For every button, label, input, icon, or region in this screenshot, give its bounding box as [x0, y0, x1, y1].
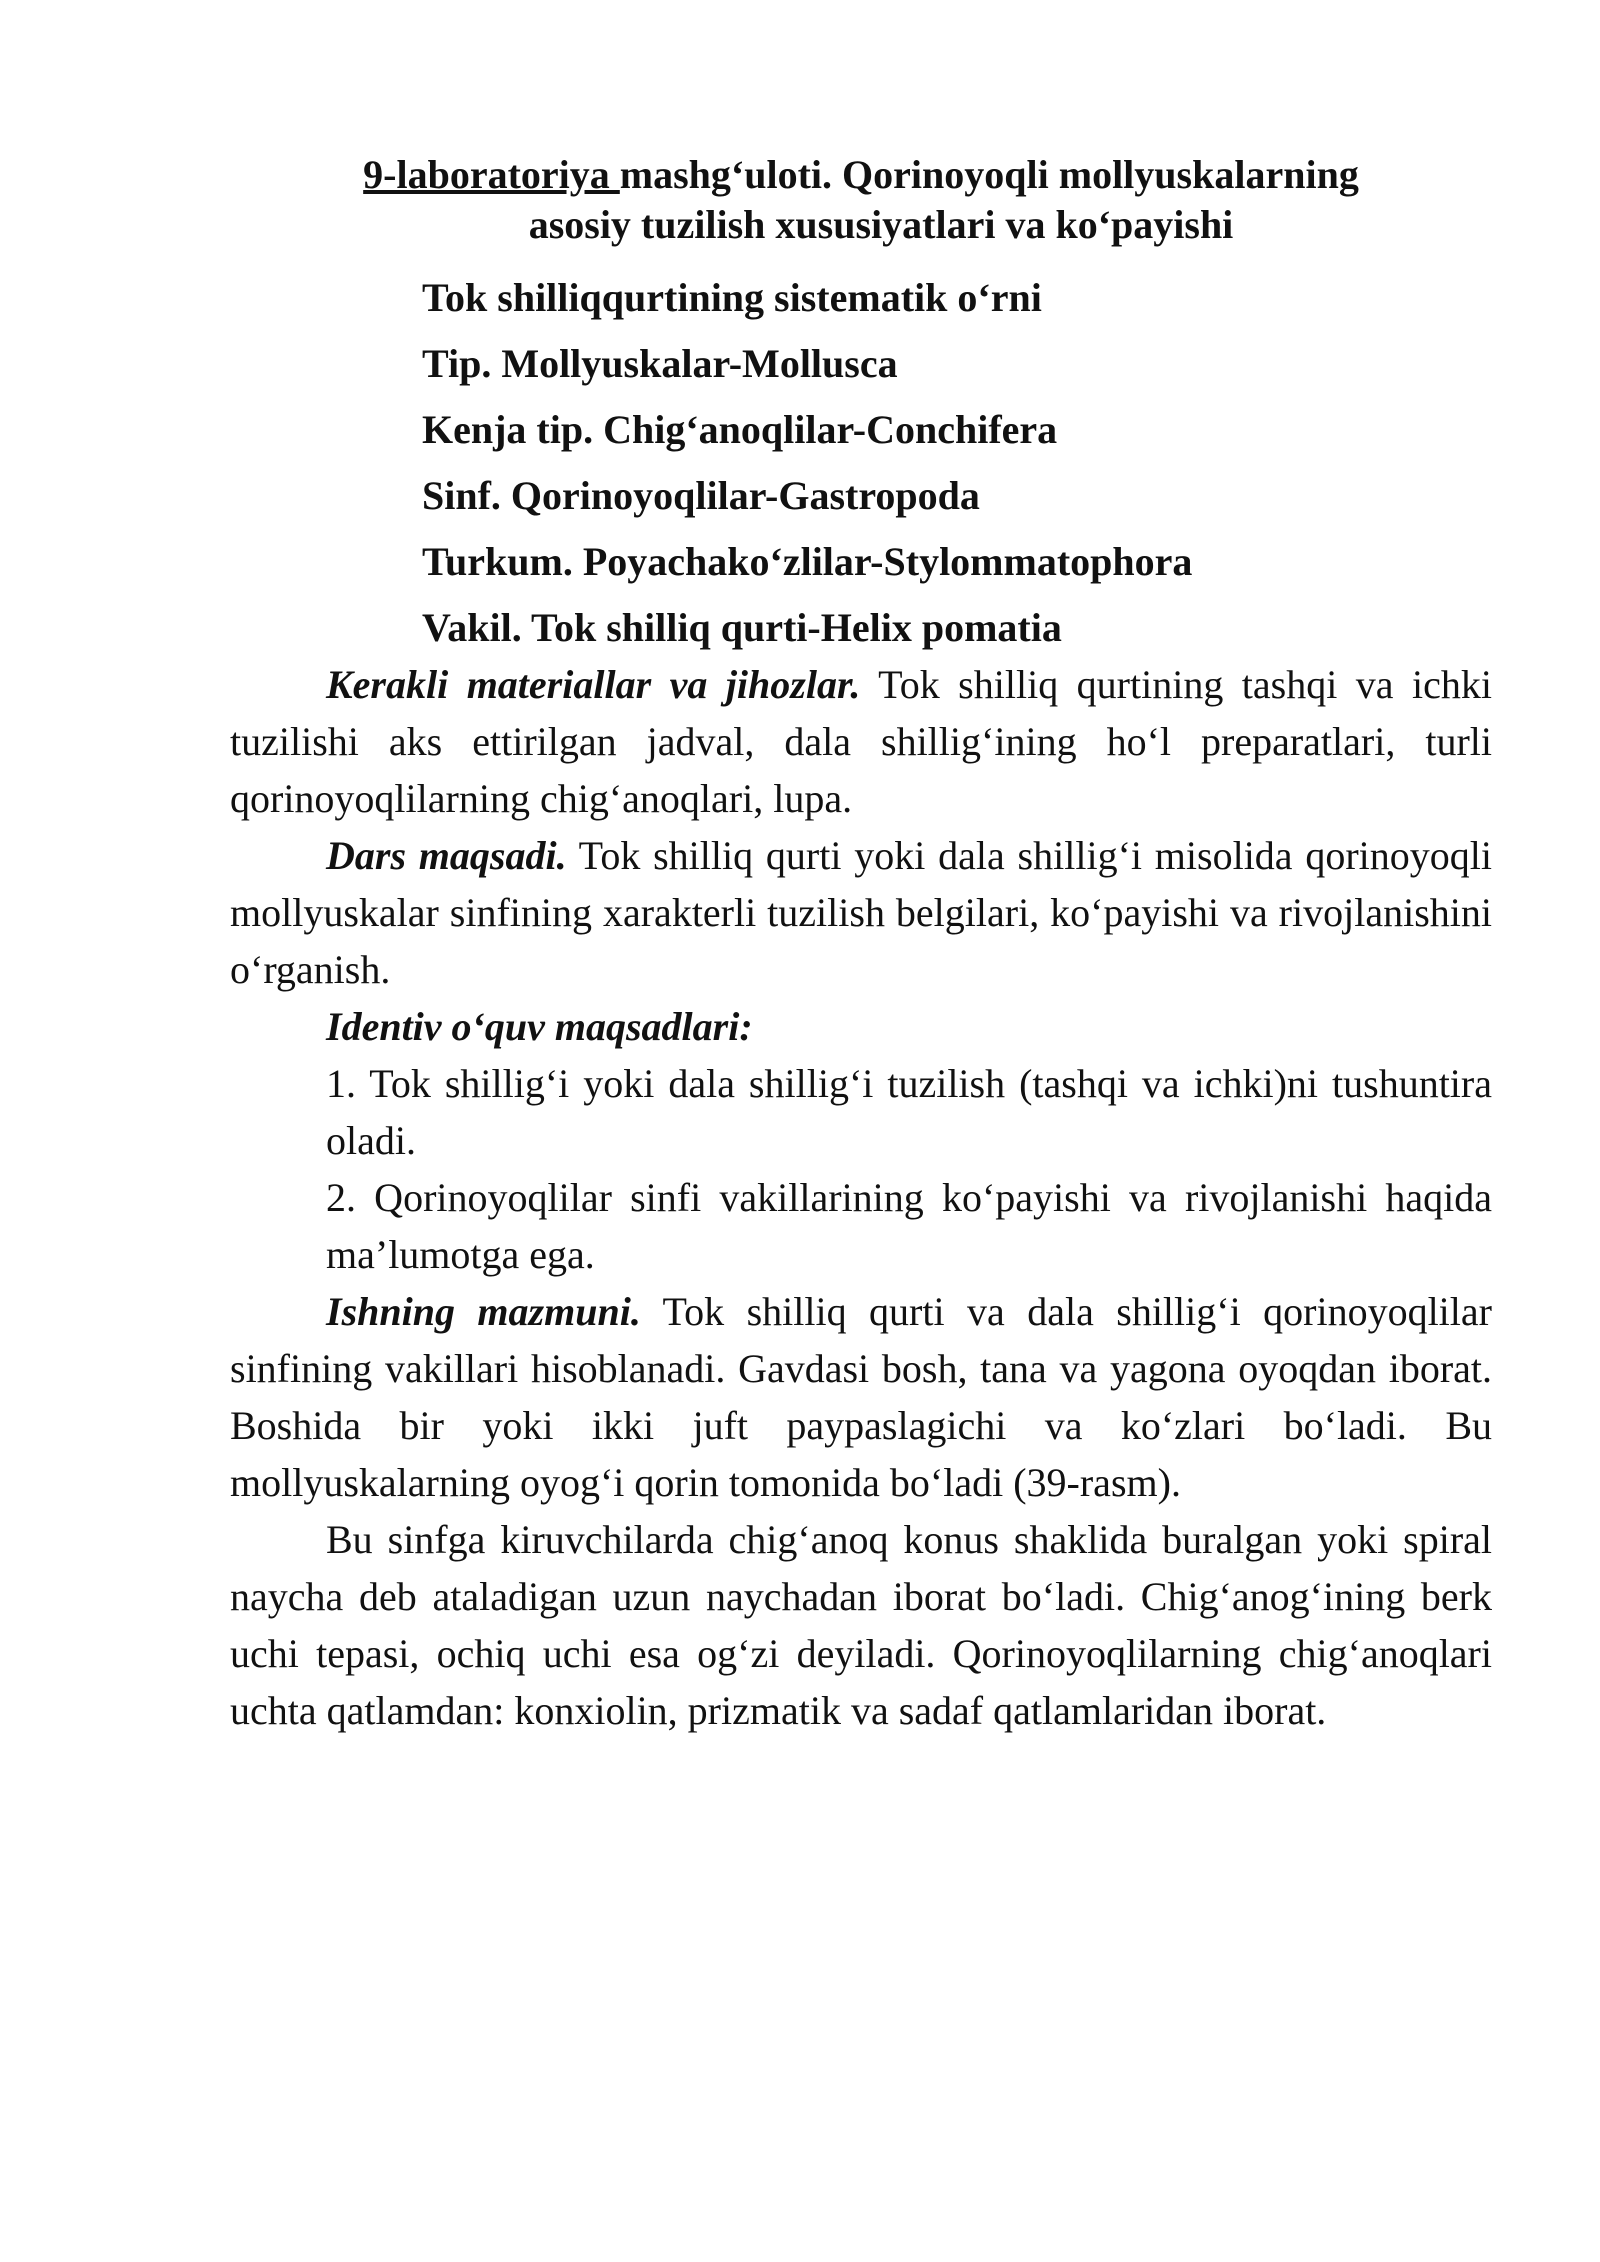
- systematics-subtype: Kenja tip. Chig‘anoqlilar-Conchifera: [422, 407, 1058, 452]
- content-paragraph: [230, 1283, 1492, 1511]
- title-line-2: asosiy tuzilish xususiyatlari va ko‘payishi: [528, 202, 1234, 247]
- objectives-heading: Identiv o‘quv maqsadlari:: [326, 1004, 753, 1049]
- title-number-label: 9-laboratoriya: [363, 152, 620, 197]
- goal-paragraph: [230, 827, 1492, 998]
- page-title: [230, 150, 1492, 250]
- content-paragraph-2: Bu sinfga kiruvchilarda chig‘anoq konus shaklida buralgan yoki spiral naycha deb ataladigan uzun naychadan iborat bo‘ladi. Chig‘anog‘ining berk uchi tepasi, ochiq uchi esa og‘zi deyiladi. Qorinoyoqlilarning chig‘anoqlari uchta qatlamdan: konxiolin, prizmatik va sadaf qatlamlaridan iborat.: [230, 1517, 1492, 1733]
- goal-lead: Dars maqsadi.: [326, 833, 567, 878]
- systematics-list: [422, 265, 1422, 661]
- title-line-1: [230, 150, 1492, 200]
- objective-item-1: 1. Tok shillig‘i yoki dala shillig‘i tuzilish (tashqi va ichki)ni tushuntira oladi.: [326, 1061, 1492, 1163]
- objective-item-2: 2. Qorinoyoqlilar sinfi vakillarining ko‘payishi va rivojlanishi haqida ma’lumotga ega.: [326, 1175, 1492, 1277]
- body-text: [230, 656, 1492, 1739]
- systematics-heading: Tok shilliqqurtining sistematik o‘rni: [422, 275, 1042, 320]
- systematics-class: Sinf. Qorinoyoqlilar-Gastropoda: [422, 473, 980, 518]
- materials-text: Tok shilliq qurtining tashqi va ichki tuzilishi aks ettirilgan jadval, dala shillig‘ining ho‘l preparatlari, turli qorinoyoqlilarning chig‘anoqlari, lupa.: [230, 662, 1492, 821]
- systematics-representative: Vakil. Tok shilliq qurti-Helix pomatia: [422, 605, 1062, 650]
- systematics-type: Tip. Mollyuskalar-Mollusca: [422, 341, 898, 386]
- systematics-order: Turkum. Poyachako‘zlilar-Stylommatophora: [422, 539, 1193, 584]
- goal-text: Tok shilliq qurti yoki dala shillig‘i misolida qorinoyoqli mollyuskalar sinfining xarakterli tuzilish belgilari, ko‘payishi va rivojlanishini o‘rganish.: [230, 833, 1493, 992]
- title-line-1-rest: mashg‘uloti. Qorinoyoqli mollyuskalarning: [619, 152, 1359, 197]
- materials-paragraph: [230, 656, 1492, 827]
- content-lead: Ishning mazmuni.: [326, 1289, 641, 1334]
- materials-lead: Kerakli materiallar va jihozlar.: [326, 662, 861, 707]
- content-text: Tok shilliq qurti va dala shillig‘i qorinoyoqlilar sinfining vakillari hisoblanadi. Gavdasi bosh, tana va yagona oyoqdan iborat. Boshida bir yoki ikki juft paypaslagichi va ko‘zlari bo‘ladi. Bu mollyuskalarning oyog‘i qorin tomonida bo‘ladi (39-rasm).: [230, 1289, 1492, 1505]
